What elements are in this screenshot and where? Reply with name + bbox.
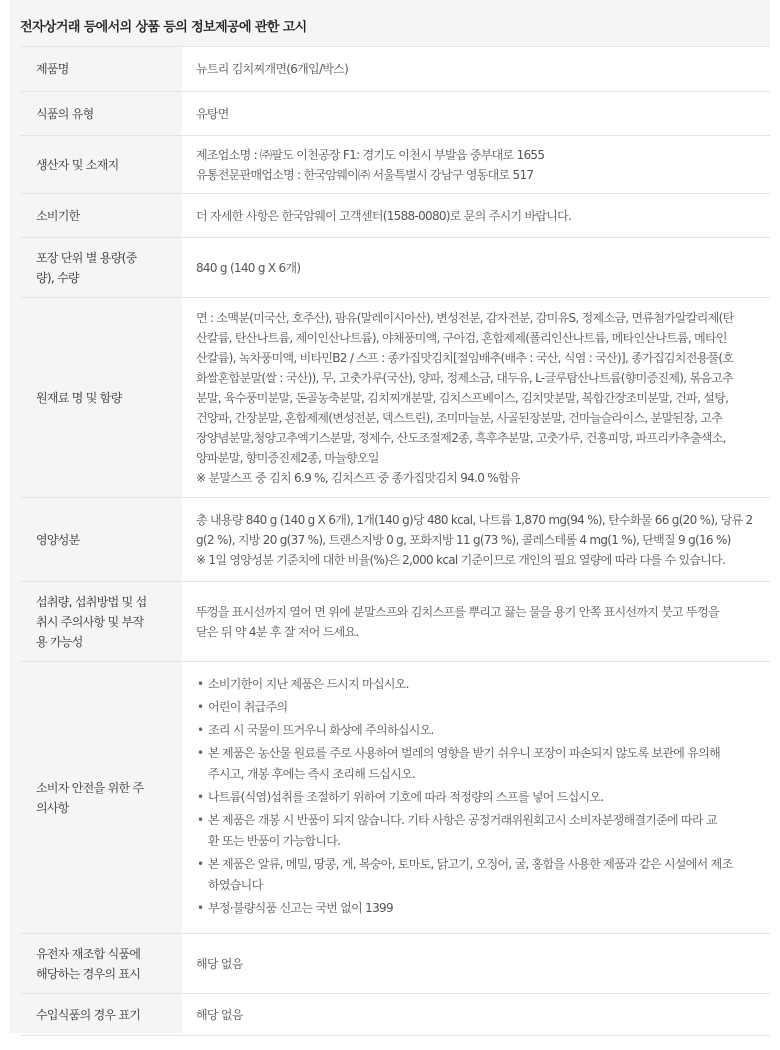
ingredients-line: 산칼륨), 녹차풍미액, 비타민B2 / 스프 : 종가집맛김치[절임배추(배추 : 국산, 식염 : 국산)], 종가집김치전용풀(호 <box>196 350 734 365</box>
notice-title: 전자상거래 등에서의 상품 등의 정보제공에 관한 고시 <box>20 20 307 35</box>
kimchi-content-note: ※ 분말스프 중 김치 6.9 %, 김치스프 중 종가집맛김치 94.0 %함유 <box>196 470 520 485</box>
row-label: 섭취량, 섭취방법 및 섭 취시 주의사항 및 부작 용 가능성 <box>20 582 182 662</box>
bullet-icon: • <box>197 677 204 691</box>
ingredients-value <box>182 298 770 498</box>
distributor-line: 유통전문판매업소명 : 한국암웨이㈜ 서울특별시 강남구 영동대로 517 <box>196 167 534 182</box>
table-row-nutrition <box>20 498 770 582</box>
bullet-icon: • <box>197 813 204 827</box>
ingredients-line: 산칼륨, 탄산나트륨, 제이인산나트륨), 야채풍미액, 구아검, 혼합제제(폴리인산나트륨, 메타인산나트륨, 메타인 <box>196 330 727 345</box>
ingredients-line: 장양념분말,청양고추엑기스분말, 정제수, 산도조절제2종, 흑후추분말, 고춧가루, 건홍피망, 파프리카추출색소, <box>196 430 726 445</box>
table-row-expiry <box>20 194 770 238</box>
bullet-icon: • <box>197 746 204 760</box>
intake-line: 닫은 뒤 약 4분 후 잘 저어 드세요. <box>196 624 359 639</box>
table-row-producer <box>20 136 770 194</box>
intake-value <box>182 582 770 662</box>
food-type-value: 유탕면 <box>182 92 770 136</box>
producer-value <box>182 136 770 194</box>
ingredients-line: 화쌀혼합분말(쌀 : 국산)), 무, 고춧가루(국산), 양파, 정제소금, 대두유, L-글루탐산나트륨(향미증진제), 볶음고추 <box>196 370 734 385</box>
manufacturer-line: 제조업소명 : ㈜팔도 이천공장 F1: 경기도 이천시 부발읍 중부대로 1655 <box>196 147 545 162</box>
list-item: • 조리 시 국물이 뜨거우니 화상에 주의하십시오. <box>196 720 758 741</box>
row-label: 소비기한 <box>20 194 182 238</box>
package-value: 840 g (140 g X 6개) <box>182 238 770 298</box>
bullet-icon: • <box>197 700 204 714</box>
row-label: 원재료 명 및 함량 <box>20 298 182 498</box>
bullet-icon: • <box>197 790 204 804</box>
row-label: 식품의 유형 <box>20 92 182 136</box>
row-label: 수입식품의 경우 표기 <box>20 994 182 1036</box>
list-item: • 어린이 취급주의 <box>196 697 758 718</box>
nutrition-value <box>182 498 770 582</box>
ingredients-line: 건양파, 간장분말, 혼합제제(변성전분, 덱스트린), 조미마늘분, 사골된장분말, 건마늘슬라이스, 분말된장, 고추 <box>196 410 723 425</box>
safety-list <box>196 674 758 919</box>
list-item: • 부정·불량식품 신고는 국번 없이 1399 <box>196 898 758 919</box>
row-label: 포장 단위 별 용량(중 량), 수량 <box>20 238 182 298</box>
gmo-value: 해당 없음 <box>182 934 770 994</box>
row-label: 영양성분 <box>20 498 182 582</box>
bullet-icon: • <box>197 901 204 915</box>
list-item: • 소비기한이 지난 제품은 드시지 마십시오. <box>196 674 758 695</box>
table-row-package <box>20 238 770 298</box>
table-row-gmo <box>20 934 770 994</box>
product-info-notice <box>10 0 770 1033</box>
row-label: 생산자 및 소재지 <box>20 136 182 194</box>
list-item: • 본 제품은 농산물 원료를 주로 사용하여 벌레의 영향을 받기 쉬우니 포장이 파손되지 않도록 보관에 유의해 주시고, 개봉 후에는 즉시 조리해 드십시오. <box>196 743 758 785</box>
table-row-intake <box>20 582 770 662</box>
nutrition-note: ※ 1일 영양성분 기준치에 대한 비율(%)은 2,000 kcal 기준이므로 개인의 필요 열량에 따라 다를 수 있습니다. <box>196 552 726 567</box>
product-info-table <box>20 46 770 1036</box>
ingredients-line: 분말, 육수풍미분말, 돈골농축분말, 김치찌개분말, 김치스프베이스, 김치맛분말, 복합간장조미분말, 건파, 설탕, <box>196 390 729 405</box>
table-row-imported <box>20 994 770 1036</box>
bullet-icon: • <box>197 723 204 737</box>
ingredients-line: 양파분말, 향미증진제2종, 마늘향오일 <box>196 450 379 465</box>
row-label: 유전자 재조합 식품에 해당하는 경우의 표시 <box>20 934 182 994</box>
nutrition-line: g(2 %), 지방 20 g(37 %), 트랜스지방 0 g, 포화지방 11 g(73 %), 콜레스테롤 4 mg(1 %), 단백질 9 g(16 %) <box>196 532 731 547</box>
table-row-food-type <box>20 92 770 136</box>
intake-line: 뚜껑을 표시선까지 열어 면 위에 분말스프와 김치스프를 뿌리고 끓는 물을 용기 안쪽 표시선까지 붓고 뚜껑을 <box>196 604 719 619</box>
expiry-value: 더 자세한 사항은 한국암웨이 고객센터(1588-0080)로 문의 주시기 바랍니다. <box>182 194 770 238</box>
safety-value <box>182 662 770 934</box>
list-item: • 본 제품은 알류, 메밀, 땅콩, 게, 복숭아, 토마토, 닭고기, 오징어, 굴, 홍합을 사용한 제품과 같은 시설에서 제조 하였습니다 <box>196 854 758 896</box>
ingredients-line: 면 : 소맥분(미국산, 호주산), 팜유(말레이시아산), 변성전분, 감자전분, 감미유S, 정제소금, 면류첨가알칼리제(탄 <box>196 310 734 325</box>
table-row-ingredients <box>20 298 770 498</box>
table-row-safety <box>20 662 770 934</box>
list-item: • 나트륨(식염)섭취를 조절하기 위하여 기호에 따라 적정량의 스프를 넣어 드십시오. <box>196 787 758 808</box>
table-row-product-name <box>20 47 770 92</box>
row-label: 소비자 안전을 위한 주 의사항 <box>20 662 182 934</box>
imported-value: 해당 없음 <box>182 994 770 1036</box>
list-item: • 본 제품은 개봉 시 반품이 되지 않습니다. 기타 사항은 공정거래위원회고시 소비자분쟁해결기준에 따라 교 환 또는 반품이 가능합니다. <box>196 810 758 852</box>
row-label: 제품명 <box>20 47 182 92</box>
bullet-icon: • <box>197 857 204 871</box>
nutrition-line: 총 내용량 840 g (140 g X 6개), 1개(140 g)당 480 kcal, 나트륨 1,870 mg(94 %), 탄수화물 66 g(20 %), 당류 2 <box>196 512 753 527</box>
product-name-value: 뉴트리 김치찌개면(6개입/박스) <box>182 47 770 92</box>
